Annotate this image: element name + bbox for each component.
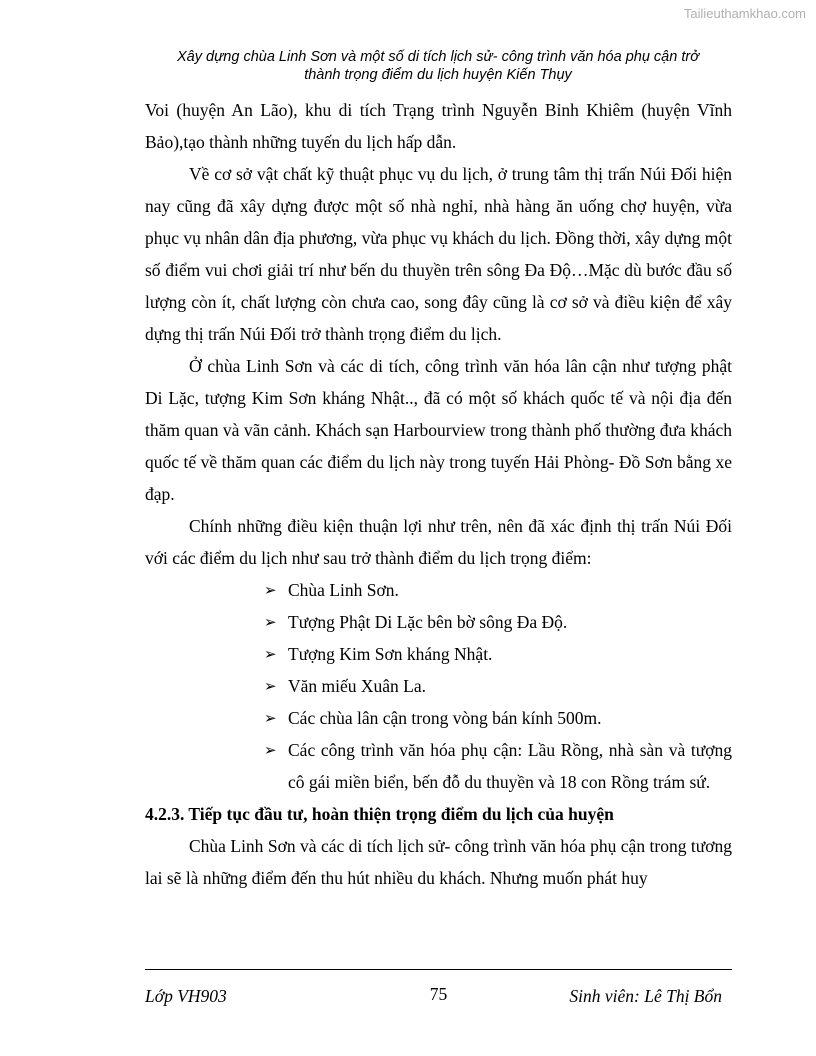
footer-class: Lớp VH903: [145, 986, 227, 1006]
header-line-1: Xây dựng chùa Linh Sơn và một số di tích lịch sử- công trình văn hóa phụ cận trở: [177, 49, 699, 65]
paragraph-4: Chính những điều kiện thuận lợi như trên, nên đã xác định thị trấn Núi Đối với các điểm du lịch như sau trở thành điểm du lịch trọng điểm:: [145, 516, 732, 568]
list-item-text: Các công trình văn hóa phụ cận: Lầu Rồng, nhà sàn và tượng cô gái miền biển, bến đỗ du thuyền và 18 con Rồng trám sứ.: [288, 740, 732, 792]
list-item: [260, 734, 732, 798]
arrow-bullet-icon: ➢: [264, 613, 277, 631]
paragraph-1: Voi (huyện An Lão), khu di tích Trạng trình Nguyễn Bỉnh Khiêm (huyện Vĩnh Bảo),tạo thành những tuyến du lịch hấp dẫn.: [145, 100, 732, 152]
list-item: [260, 702, 732, 734]
list-item: [260, 638, 732, 670]
list-item: [260, 574, 732, 606]
paragraph-2: Về cơ sở vật chất kỹ thuật phục vụ du lịch, ở trung tâm thị trấn Núi Đối hiện nay cũng đã xây dựng được một số nhà nghỉ, nhà hàng ăn uống chợ huyện, vừa phục vụ nhân dân địa phương, vừa phục vụ khách du lịch. Đồng thời, xây dựng một số điểm vui chơi giải trí như bến du thuyền trên sông Đa Độ…Mặc dù bước đầu số lượng còn ít, chất lượng còn chưa cao, song đây cũng là cơ sở và điều kiện để xây dựng thị trấn Núi Đối trở thành trọng điểm du lịch.: [145, 164, 732, 344]
running-header: [140, 48, 736, 84]
bullet-list: [145, 574, 732, 798]
footer-student: Sinh viên: Lê Thị Bổn: [569, 986, 722, 1006]
arrow-bullet-icon: ➢: [264, 741, 277, 759]
page-number: 75: [429, 984, 448, 1004]
footer-divider: [145, 969, 732, 970]
page-body: [145, 94, 732, 894]
arrow-bullet-icon: ➢: [264, 677, 277, 695]
list-item: [260, 606, 732, 638]
section-heading: 4.2.3. Tiếp tục đầu tư, hoàn thiện trọng điểm du lịch của huyện: [145, 804, 614, 824]
paragraph-3: Ở chùa Linh Sơn và các di tích, công trình văn hóa lân cận như tượng phật Di Lặc, tượng Kim Sơn kháng Nhật.., đã có một số khách quốc tế và nội địa đến thăm quan và vãn cảnh. Khách sạn Harbourview trong thành phố thường đưa khách quốc tế về thăm quan các điểm du lịch này trong tuyến Hải Phòng- Đồ Sơn bằng xe đạp.: [145, 356, 732, 504]
watermark: Tailieuthamkhao.com: [683, 6, 806, 21]
arrow-bullet-icon: ➢: [264, 581, 277, 599]
arrow-bullet-icon: ➢: [264, 645, 277, 663]
arrow-bullet-icon: ➢: [264, 709, 277, 727]
list-item-text: Các chùa lân cận trong vòng bán kính 500m.: [288, 708, 602, 728]
list-item-text: Tượng Kim Sơn kháng Nhật.: [288, 644, 493, 664]
header-line-2: thành trọng điểm du lịch huyện Kiến Thụy: [304, 67, 572, 83]
list-item: [260, 670, 732, 702]
list-item-text: Chùa Linh Sơn.: [288, 580, 399, 600]
list-item-text: Tượng Phật Di Lặc bên bờ sông Đa Độ.: [288, 612, 568, 632]
list-item-text: Văn miếu Xuân La.: [288, 676, 427, 696]
paragraph-5: Chùa Linh Sơn và các di tích lịch sử- công trình văn hóa phụ cận trong tương lai sẽ là những điểm đến thu hút nhiều du khách. Nhưng muốn phát huy: [145, 836, 732, 888]
